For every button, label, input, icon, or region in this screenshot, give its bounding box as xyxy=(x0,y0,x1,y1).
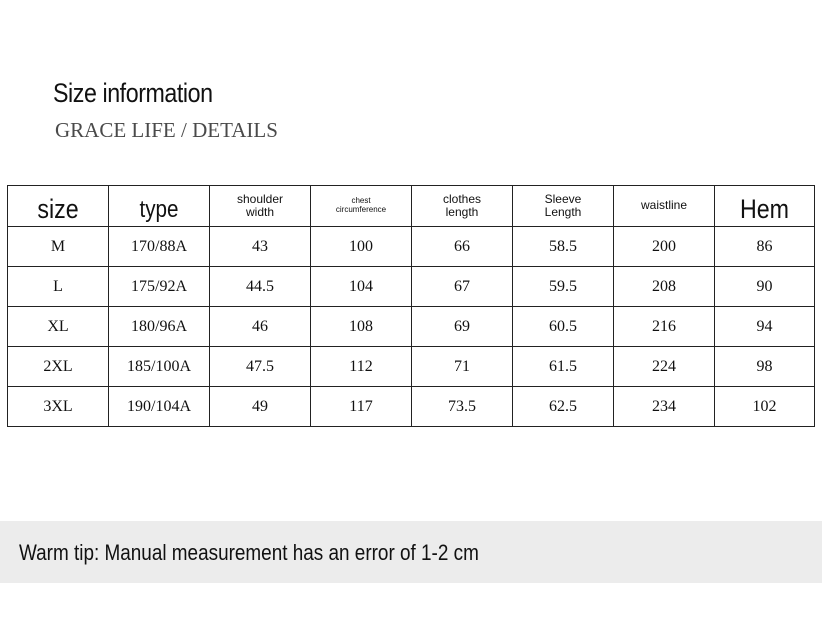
cell-shoulder-width: 44.5 xyxy=(210,267,311,307)
cell-chest-circumference: 104 xyxy=(311,267,412,307)
cell-type: 170/88A xyxy=(109,227,210,267)
cell-waistline: 234 xyxy=(614,387,715,427)
page-title: Size information xyxy=(53,78,213,108)
cell-hem: 90 xyxy=(715,267,815,307)
cell-shoulder-width: 43 xyxy=(210,227,311,267)
table-row xyxy=(8,267,815,307)
cell-size: 2XL xyxy=(8,347,109,387)
cell-clothes-length: 73.5 xyxy=(412,387,513,427)
cell-waistline: 224 xyxy=(614,347,715,387)
cell-type: 175/92A xyxy=(109,267,210,307)
cell-hem: 94 xyxy=(715,307,815,347)
table-row xyxy=(8,307,815,347)
cell-type: 180/96A xyxy=(109,307,210,347)
cell-shoulder-width: 46 xyxy=(210,307,311,347)
header-type: type xyxy=(109,186,210,227)
cell-waistline: 208 xyxy=(614,267,715,307)
cell-chest-circumference: 108 xyxy=(311,307,412,347)
header-hem: Hem xyxy=(715,186,815,227)
header-shoulder-width: shoulder width xyxy=(210,186,311,227)
cell-sleeve-length: 62.5 xyxy=(513,387,614,427)
cell-chest-circumference: 112 xyxy=(311,347,412,387)
header-clothes-length: clothes length xyxy=(412,186,513,227)
header-waistline: waistline xyxy=(614,186,715,227)
warm-tip-text: Warm tip: Manual measurement has an error of 1-2 cm xyxy=(19,540,479,565)
header-chest-circumference: chest circumference xyxy=(311,186,412,227)
cell-hem: 98 xyxy=(715,347,815,387)
brand-subtitle: GRACE LIFE / DETAILS xyxy=(55,118,278,142)
cell-chest-circumference: 117 xyxy=(311,387,412,427)
cell-clothes-length: 71 xyxy=(412,347,513,387)
table-row xyxy=(8,227,815,267)
cell-clothes-length: 66 xyxy=(412,227,513,267)
cell-type: 190/104A xyxy=(109,387,210,427)
header-sleeve-length: Sleeve Length xyxy=(513,186,614,227)
cell-shoulder-width: 47.5 xyxy=(210,347,311,387)
cell-chest-circumference: 100 xyxy=(311,227,412,267)
cell-waistline: 200 xyxy=(614,227,715,267)
cell-waistline: 216 xyxy=(614,307,715,347)
cell-size: XL xyxy=(8,307,109,347)
cell-shoulder-width: 49 xyxy=(210,387,311,427)
cell-size: M xyxy=(8,227,109,267)
cell-hem: 86 xyxy=(715,227,815,267)
table-row xyxy=(8,347,815,387)
cell-sleeve-length: 58.5 xyxy=(513,227,614,267)
cell-size: 3XL xyxy=(8,387,109,427)
cell-sleeve-length: 59.5 xyxy=(513,267,614,307)
cell-sleeve-length: 61.5 xyxy=(513,347,614,387)
cell-clothes-length: 69 xyxy=(412,307,513,347)
table-header-row xyxy=(8,186,815,227)
header-size: size xyxy=(8,186,109,227)
size-chart-table xyxy=(7,185,815,427)
cell-hem: 102 xyxy=(715,387,815,427)
cell-sleeve-length: 60.5 xyxy=(513,307,614,347)
cell-clothes-length: 67 xyxy=(412,267,513,307)
cell-type: 185/100A xyxy=(109,347,210,387)
table-row xyxy=(8,387,815,427)
cell-size: L xyxy=(8,267,109,307)
